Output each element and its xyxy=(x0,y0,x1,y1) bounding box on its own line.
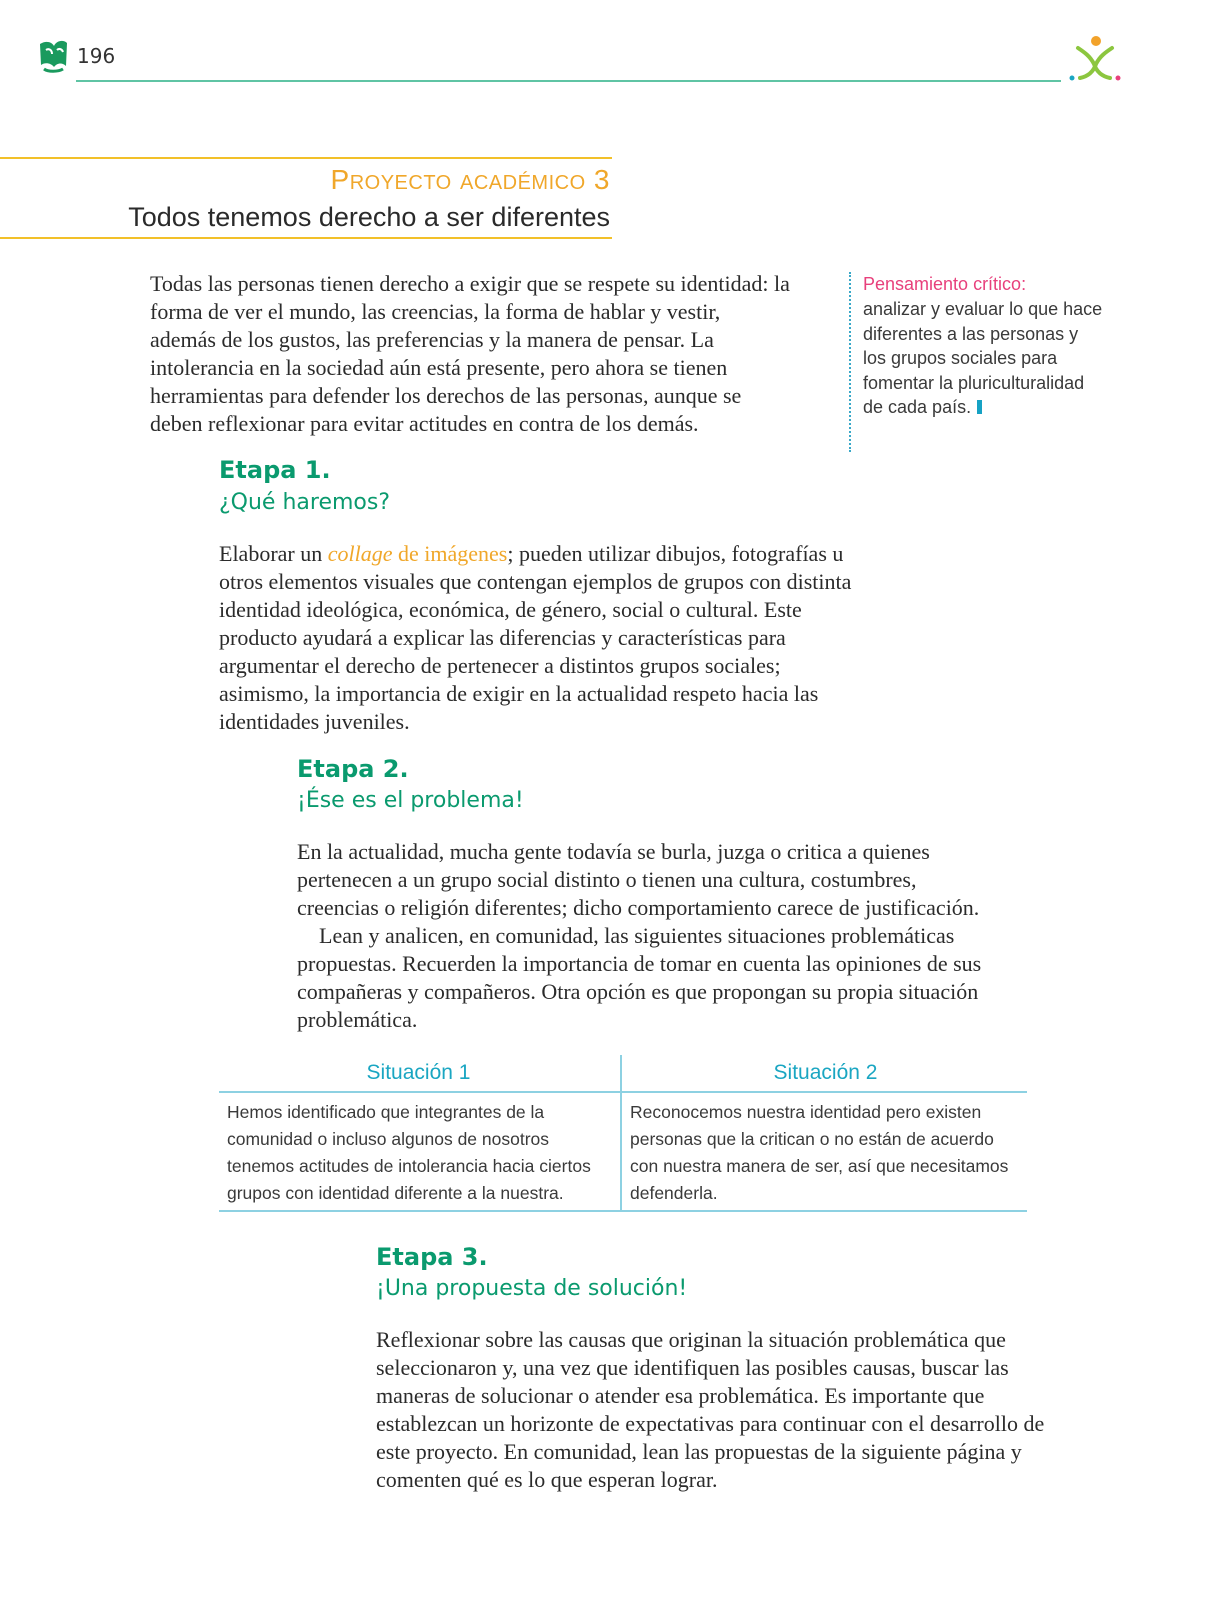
stage-3-heading: Etapa 3. xyxy=(376,1243,488,1271)
stage-2-paragraphs xyxy=(297,838,987,1034)
title-divider-top xyxy=(0,157,612,159)
sidebar-body xyxy=(863,297,1103,420)
project-label: Proyecto académico 3 xyxy=(330,164,610,195)
stage-2-subheading: ¡Ése es el problema! xyxy=(297,788,524,813)
stage-3-subheading: ¡Una propuesta de solución! xyxy=(376,1276,688,1301)
page-number: 196 xyxy=(77,44,116,68)
situation-2-title: Situación 2 xyxy=(773,1061,878,1084)
table-bottom-divider xyxy=(219,1210,1027,1212)
situation-1-text: Hemos identificado que integrantes de la comunidad o incluso algunos de nosotros tenemos actitudes de intolerancia hacia ciertos grupos con identidad diferente a la nuestra. xyxy=(227,1102,591,1203)
stage-2-paragraph-1: En la actualidad, mucha gente todavía se burla, juzga o critica a quienes pertenecen a un grupo social distinto o tienen una cultura, costumbres, creencias o religión diferentes; dicho comportamiento carece de justificación. xyxy=(297,839,980,920)
situation-2-column xyxy=(620,1055,1029,1212)
stage-1-paragraph xyxy=(219,540,869,736)
stage-1-subheading: ¿Qué haremos? xyxy=(219,490,391,515)
book-logo-icon xyxy=(36,38,70,74)
stage-1-heading: Etapa 1. xyxy=(219,456,331,484)
stage-2-heading: Etapa 2. xyxy=(297,755,409,783)
stage-3-paragraph: Reflexionar sobre las causas que originan la situación problemática que seleccionaron y, una vez que identifiquen las posibles causas, buscar las maneras de solucionar o atender esa problemática. Es importante que establezcan un horizonte de expectativas para continuar con el desarrollo de este proyecto. En comunidad, lean las propuestas de la siguiente página y comenten qué es lo que esperan lograr. xyxy=(376,1327,1045,1492)
critical-thinking-sidebar xyxy=(849,272,1103,452)
collage-term: collage xyxy=(327,541,393,566)
stage-1-text-end: ; pueden utilizar dibujos, fotografías u otros elementos visuales que contengan ejemplos de grupos con distinta identidad ideológica, económica, de género, social o cultural. Este producto ayudará a explicar las diferencias y características para argumentar el derecho de pertenecer a distintos grupos sociales; asimismo, la importancia de exigir en la actualidad respeto hacia las identidades juveniles. xyxy=(219,541,852,734)
stage-2-paragraph-2: Lean y analicen, en comunidad, las siguientes situaciones problemáticas propuestas. Recuerden la importancia de tomar en cuenta las opiniones de sus compañeras y compañeros. Otra opción es que propongan su propia situación problemática. xyxy=(297,923,982,1032)
situations-table xyxy=(219,1055,1027,1212)
sidebar-text: analizar y evaluar lo que hace diferentes a las personas y los grupos sociales para fomentar la pluriculturalidad de cada país. xyxy=(863,299,1103,417)
situation-1-title: Situación 1 xyxy=(366,1061,471,1084)
collage-term-rest: de imágenes xyxy=(392,541,508,566)
situation-1-column xyxy=(219,1055,618,1212)
end-marker-icon xyxy=(977,400,982,414)
table-header-divider xyxy=(219,1091,1027,1093)
collage-glossary-link[interactable] xyxy=(328,541,508,566)
project-title: Todos tenemos derecho a ser diferentes xyxy=(128,202,610,232)
sidebar-title: Pensamiento crítico: xyxy=(863,274,1027,294)
header-divider xyxy=(76,80,1061,82)
intro-paragraph: Todas las personas tienen derecho a exigir que se respete su identidad: la forma de ver el mundo, las creencias, la forma de hablar y vestir, además de los gustos, las preferencias y la manera de pensar. La intolerancia en la sociedad aún está presente, pero ahora se tienen herramientas para defender los derechos de las personas, aunque se deben reflexionar para evitar actitudes en contra de los demás. xyxy=(150,271,790,436)
seedling-logo-icon xyxy=(1066,34,1124,86)
situation-2-text: Reconocemos nuestra identidad pero existen personas que la critican o no están de acuerdo con nuestra manera de ser, así que necesitamos defenderla. xyxy=(630,1102,1009,1203)
title-divider-bottom xyxy=(0,237,612,239)
stage-1-text-start: Elaborar un xyxy=(219,541,328,566)
